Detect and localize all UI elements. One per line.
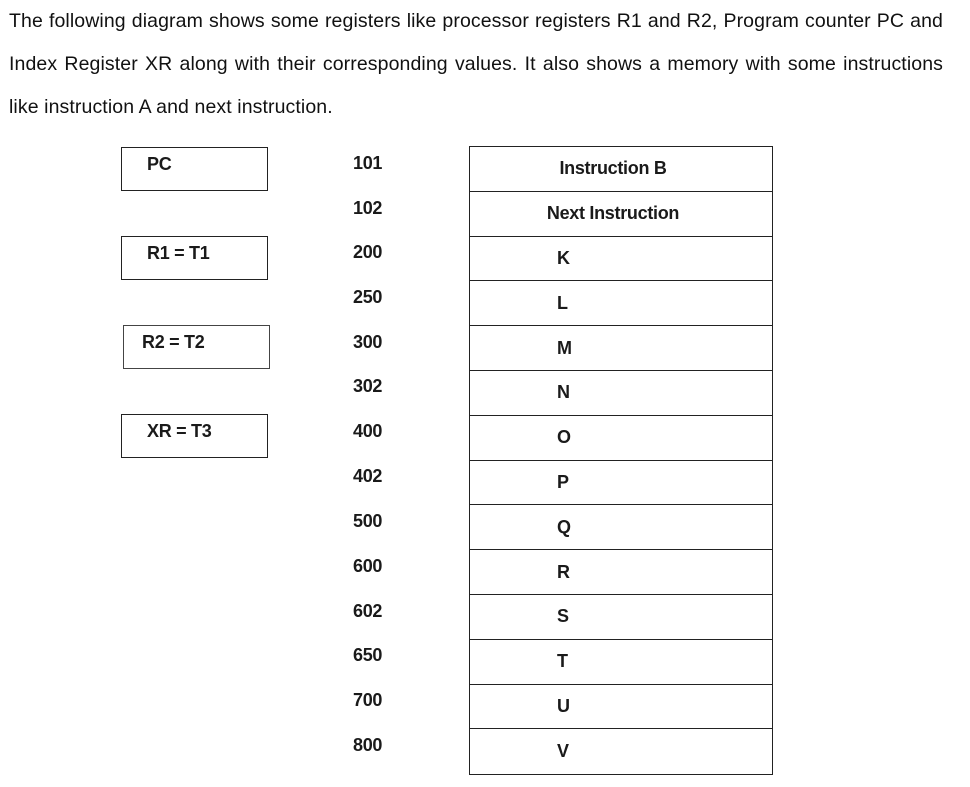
register-r1-box: [121, 236, 268, 280]
register-xr-label: XR = T3: [147, 421, 212, 441]
memory-address: 500: [353, 511, 383, 531]
memory-address: 700: [353, 690, 383, 710]
register-r2-box: [123, 325, 270, 369]
memory-address: 602: [353, 601, 383, 621]
memory-cell: N: [470, 371, 772, 416]
memory-address: 101: [353, 153, 383, 173]
memory-cell: R: [470, 550, 772, 595]
memory-address: 250: [353, 287, 383, 307]
memory-address: 650: [353, 645, 383, 665]
memory-address: 302: [353, 376, 383, 396]
register-r1-label: R1 = T1: [147, 243, 210, 263]
memory-cell: O: [470, 416, 772, 461]
memory-cell: T: [470, 640, 772, 685]
memory-cell: S: [470, 595, 772, 640]
memory-address: 200: [353, 242, 383, 262]
memory-address: 300: [353, 332, 383, 352]
register-pc-label: PC: [147, 154, 172, 174]
memory-cell: Instruction B: [470, 147, 772, 192]
intro-paragraph: The following diagram shows some registers like processor registers R1 and R2, Program counter PC and Index Register XR along with their corresponding values. It also shows a memory with some instructions like instruction A and next instruction.: [9, 10, 943, 118]
register-xr-box: [121, 414, 268, 458]
memory-address: 102: [353, 198, 383, 218]
memory-address: 400: [353, 421, 383, 441]
memory-cell: Next Instruction: [470, 192, 772, 237]
memory-address: 800: [353, 735, 383, 755]
memory-table: [469, 146, 773, 775]
memory-address: 402: [353, 466, 383, 486]
register-r2-label: R2 = T2: [142, 332, 205, 352]
memory-cell: P: [470, 461, 772, 506]
register-pc-box: [121, 147, 268, 191]
memory-cell: V: [557, 741, 569, 762]
memory-address: 600: [353, 556, 383, 576]
memory-cell: K: [470, 237, 772, 282]
memory-cell: Q: [470, 505, 772, 550]
memory-cell: M: [470, 326, 772, 371]
memory-cell: L: [470, 281, 772, 326]
memory-cell: U: [470, 685, 772, 730]
